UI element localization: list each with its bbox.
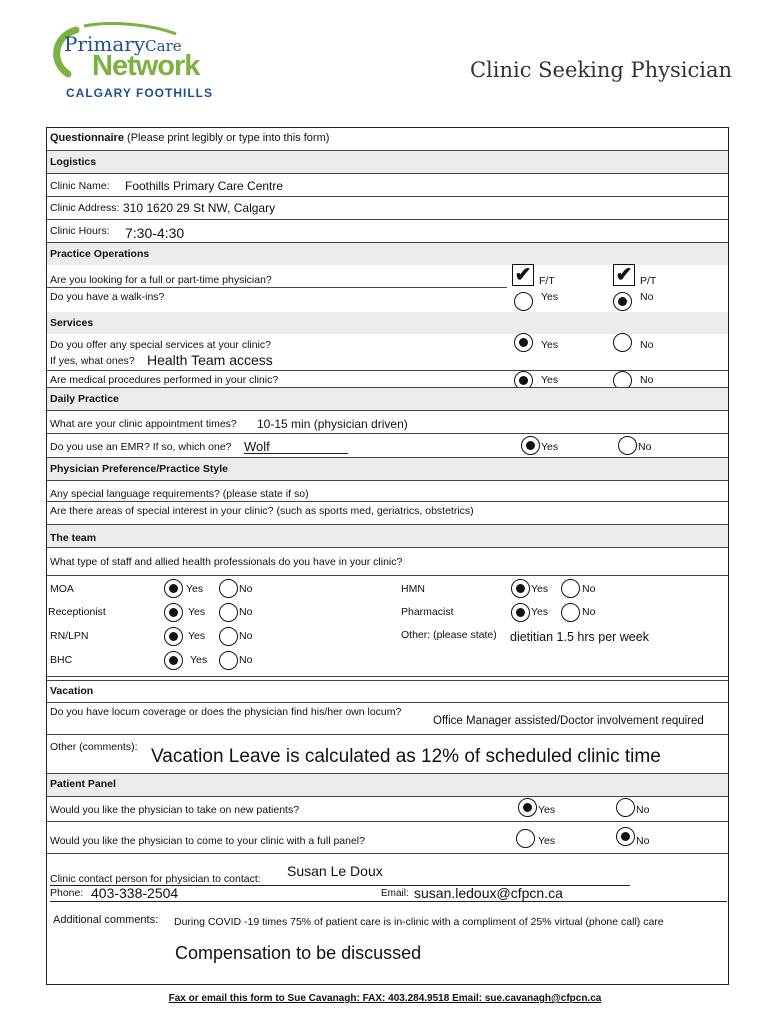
hmn-no-radio[interactable] xyxy=(561,579,580,598)
full-panel-no-radio[interactable] xyxy=(616,827,635,846)
daily-heading: Daily Practice xyxy=(50,393,119,405)
moa-no-radio[interactable] xyxy=(219,579,238,598)
team-question: What type of staff and allied health professionals do you have in your clinic? xyxy=(50,556,403,568)
pharmacist-no-label: No xyxy=(582,606,596,618)
special-services-field[interactable]: Health Team access xyxy=(147,352,273,368)
moa-no-label: No xyxy=(239,583,253,595)
hmn-yes-radio[interactable] xyxy=(511,579,530,598)
clinic-address-label: Clinic Address: xyxy=(50,202,120,214)
footer-instructions: Fax or email this form to Sue Cavanagh: FAX: 403.284.9518 Email: sue.cavanagh@cfpcn.ca xyxy=(168,993,602,1004)
walkin-no-radio[interactable] xyxy=(613,292,632,311)
new-patients-yes-radio[interactable] xyxy=(518,798,537,817)
team-hmn-label: HMN xyxy=(401,583,425,595)
phone-label: Phone: xyxy=(50,887,84,899)
walkin-yes-label: Yes xyxy=(541,291,559,303)
services-no-radio[interactable] xyxy=(613,333,632,352)
receptionist-yes-label: Yes xyxy=(188,606,206,618)
bhc-no-radio[interactable] xyxy=(219,651,238,670)
preference-q2: Are there areas of special interest in your clinic? (such as sports med, geriatrics, obstetrics) xyxy=(50,505,474,517)
pharmacist-yes-label: Yes xyxy=(531,606,549,618)
emr-yes-label: Yes xyxy=(541,441,559,453)
panel-q1: Would you like the physician to take on new patients? xyxy=(50,804,300,816)
full-panel-yes-radio[interactable] xyxy=(516,829,535,848)
contact-person-label: Clinic contact person for physician to contact: xyxy=(50,873,261,885)
services-q1: Do you offer any special services at your clinic? xyxy=(50,339,271,351)
team-moa-label: MOA xyxy=(50,583,74,595)
logo-network-text: Network xyxy=(92,50,200,82)
walkin-yes-radio[interactable] xyxy=(514,292,533,311)
moa-yes-label: Yes xyxy=(186,583,204,595)
services-yes-label: Yes xyxy=(541,339,559,351)
pcn-logo xyxy=(46,22,216,107)
team-pharmacist-label: Pharmacist xyxy=(401,606,454,618)
compensation-text[interactable]: Compensation to be discussed xyxy=(175,943,422,963)
new-patients-no-label: No xyxy=(636,804,650,816)
clinic-hours-label: Clinic Hours: xyxy=(50,225,110,237)
full-panel-no-label: No xyxy=(636,835,650,847)
team-heading: The team xyxy=(50,532,97,544)
locum-field[interactable]: Office Manager assisted/Doctor involvement required xyxy=(433,715,704,727)
daily-q1-label: What are your clinic appointment times? xyxy=(50,418,237,430)
pharmacist-no-radio[interactable] xyxy=(561,603,580,622)
team-bhc-label: BHC xyxy=(50,654,73,666)
vacation-comments-field[interactable]: Vacation Leave is calculated as 12% of scheduled clinic time xyxy=(151,746,661,767)
walkin-no-label: No xyxy=(640,291,654,303)
preference-q1: Any special language requirements? (please state if so) xyxy=(50,488,309,500)
procedures-no-label: No xyxy=(640,374,654,386)
receptionist-no-label: No xyxy=(239,606,253,618)
email-field[interactable]: susan.ledoux@cfpcn.ca xyxy=(414,885,563,901)
bhc-yes-radio[interactable] xyxy=(164,651,183,670)
questionnaire-heading: Questionnaire (Please print legibly or type into this form) xyxy=(50,132,330,144)
rnlpn-no-radio[interactable] xyxy=(219,627,238,646)
team-other-label: Other: (please state) xyxy=(401,629,497,641)
emr-no-label: No xyxy=(638,441,652,453)
services-heading: Services xyxy=(50,317,94,329)
bhc-no-label: No xyxy=(239,654,253,666)
logistics-heading: Logistics xyxy=(50,156,97,168)
practice-q2: Do you have a walk-ins? xyxy=(50,291,165,303)
services-yes-radio[interactable] xyxy=(514,333,533,352)
vacation-heading: Vacation xyxy=(50,685,94,697)
emr-no-radio[interactable] xyxy=(618,436,637,455)
full-panel-yes-label: Yes xyxy=(538,835,556,847)
clinic-address-field[interactable]: 310 1620 29 St NW, Calgary xyxy=(123,201,276,215)
clinic-name-field[interactable]: Foothills Primary Care Centre xyxy=(125,179,284,193)
team-other-field[interactable]: dietitian 1.5 hrs per week xyxy=(510,630,649,644)
hmn-yes-label: Yes xyxy=(531,583,549,595)
appointment-times-field[interactable]: 10-15 min (physician driven) xyxy=(257,417,408,431)
vacation-q1: Do you have locum coverage or does the physician find his/her own locum? xyxy=(50,706,402,718)
moa-yes-radio[interactable] xyxy=(164,579,183,598)
questionnaire-form xyxy=(46,127,729,985)
clinic-hours-field[interactable]: 7:30-4:30 xyxy=(125,225,185,241)
rnlpn-yes-radio[interactable] xyxy=(164,627,183,646)
additional-comments-label: Additional comments: xyxy=(53,914,159,926)
email-label: Email: xyxy=(381,888,409,899)
part-time-checkbox[interactable]: ✔ xyxy=(613,264,635,286)
receptionist-no-radio[interactable] xyxy=(219,603,238,622)
receptionist-yes-radio[interactable] xyxy=(164,603,183,622)
hmn-no-label: No xyxy=(582,583,596,595)
new-patients-no-radio[interactable] xyxy=(616,798,635,817)
logo-region-text: CALGARY FOOTHILLS xyxy=(66,86,213,100)
contact-person-field[interactable]: Susan Le Doux xyxy=(287,863,383,879)
emr-field[interactable]: Wolf xyxy=(244,439,270,454)
team-rnlpn-label: RN/LPN xyxy=(50,630,89,642)
new-patients-yes-label: Yes xyxy=(538,804,556,816)
logo-primary-text: Primary xyxy=(64,32,146,56)
pt-label: P/T xyxy=(640,275,657,287)
bhc-yes-label: Yes xyxy=(190,654,208,666)
phone-field[interactable]: 403-338-2504 xyxy=(91,885,179,901)
page-title: Clinic Seeking Physician xyxy=(469,58,732,82)
daily-q2-label: Do you use an EMR? If so, which one? xyxy=(50,441,232,453)
pharmacist-yes-radio[interactable] xyxy=(511,603,530,622)
services-no-label: No xyxy=(640,339,654,351)
additional-comments-field[interactable]: During COVID -19 times 75% of patient care is in-clinic with a compliment of 25% virtual (phone call) care xyxy=(174,916,664,928)
full-time-checkbox[interactable]: ✔ xyxy=(512,264,534,286)
ft-label: F/T xyxy=(539,275,555,287)
team-receptionist-label: Receptionist xyxy=(48,606,106,618)
panel-q2: Would you like the physician to come to your clinic with a full panel? xyxy=(50,835,365,847)
emr-yes-radio[interactable] xyxy=(521,436,540,455)
rnlpn-no-label: No xyxy=(239,630,253,642)
clinic-name-label: Clinic Name: xyxy=(50,180,110,192)
procedures-yes-label: Yes xyxy=(541,374,559,386)
services-q2-label: If yes, what ones? xyxy=(50,355,135,367)
services-q3: Are medical procedures performed in your clinic? xyxy=(50,374,279,386)
logo-care-text: Care xyxy=(145,37,182,55)
panel-heading: Patient Panel xyxy=(50,778,116,790)
practice-heading: Practice Operations xyxy=(50,248,150,260)
practice-q1: Are you looking for a full or part-time physician? xyxy=(50,274,272,286)
vacation-other-label: Other (comments): xyxy=(50,741,138,753)
rnlpn-yes-label: Yes xyxy=(188,630,206,642)
preference-heading: Physician Preference/Practice Style xyxy=(50,463,229,475)
